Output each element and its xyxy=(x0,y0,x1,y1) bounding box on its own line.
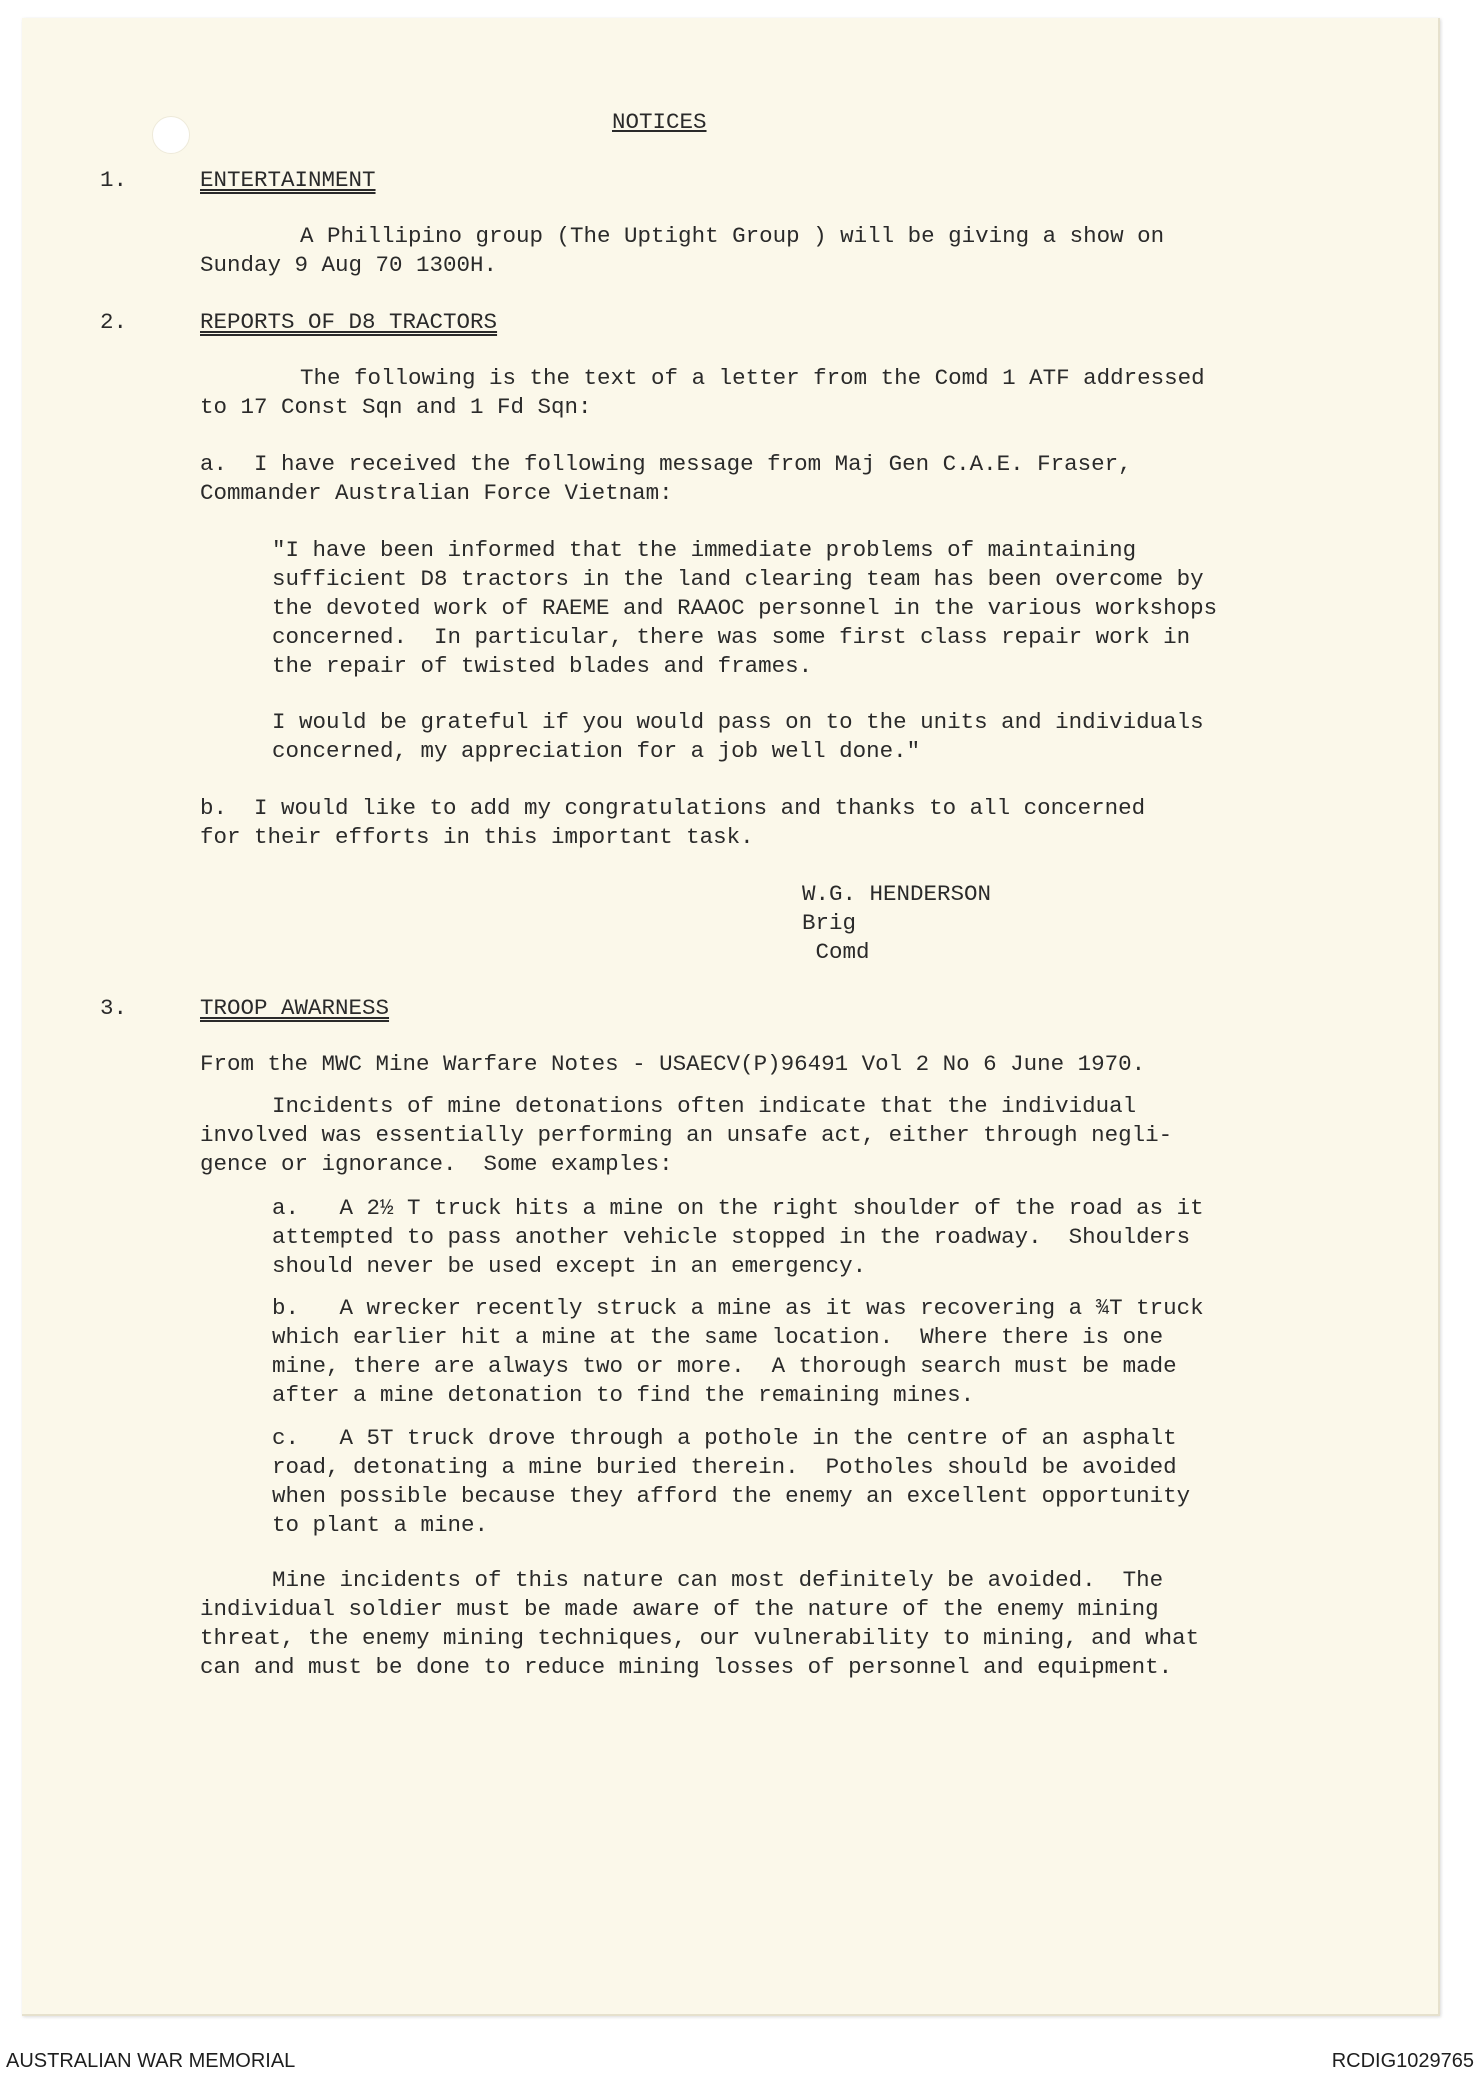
text-line: sufficient D8 tractors in the land clearing team has been overcome by xyxy=(272,566,1204,592)
example-a xyxy=(272,1194,1204,1281)
footer-record-id: RCDIG1029765 xyxy=(1331,2050,1474,2072)
text-line: a. A 2½ T truck hits a mine on the right shoulder of the road as it xyxy=(272,1195,1204,1221)
text-line: which earlier hit a mine at the same location. Where there is one xyxy=(272,1324,1164,1350)
text-line: the devoted work of RAEME and RAAOC personnel in the various workshops xyxy=(272,595,1218,621)
text-line: road, detonating a mine buried therein. Potholes should be avoided xyxy=(272,1454,1177,1480)
text-line: gence or ignorance. Some examples: xyxy=(200,1151,673,1177)
text-line: after a mine detonation to find the remaining mines. xyxy=(272,1382,975,1408)
text-line: to plant a mine. xyxy=(272,1512,489,1538)
quoted-message-paragraph-2 xyxy=(272,708,1204,766)
text-line: attempted to pass another vehicle stopped in the roadway. Shoulders xyxy=(272,1224,1191,1250)
text-line: c. A 5T truck drove through a pothole in the centre of an asphalt xyxy=(272,1425,1177,1451)
text-line: a. I have received the following message from Maj Gen C.A.E. Fraser, xyxy=(200,451,1132,477)
text-line: "I have been informed that the immediate problems of maintaining xyxy=(272,537,1137,563)
signatory-name: W.G. HENDERSON xyxy=(802,881,992,907)
text-line: can and must be done to reduce mining losses of personnel and equipment. xyxy=(200,1654,1173,1680)
signatory-rank: Brig xyxy=(802,910,857,936)
text-line: to 17 Const Sqn and 1 Fd Sqn: xyxy=(200,394,592,420)
text-line: individual soldier must be made aware of the nature of the enemy mining xyxy=(200,1596,1159,1622)
text-line: b. I would like to add my congratulations and thanks to all concerned xyxy=(200,795,1146,821)
letter-intro-paragraph xyxy=(200,364,1205,422)
text-line: Mine incidents of this nature can most definitely be avoided. The xyxy=(272,1567,1164,1593)
text-line: Incidents of mine detonations often indicate that the individual xyxy=(272,1093,1137,1119)
section-number-1: 1. xyxy=(100,167,128,193)
text-line: should never be used except in an emergency. xyxy=(272,1253,867,1279)
letter-item-a xyxy=(200,450,1132,508)
section-heading-entertainment: ENTERTAINMENT xyxy=(200,167,376,193)
text-line: when possible because they afford the enemy an excellent opportunity xyxy=(272,1483,1191,1509)
footer-archive-name: AUSTRALIAN WAR MEMORIAL xyxy=(6,2050,296,2072)
text-line: concerned, my appreciation for a job well done." xyxy=(272,738,921,764)
section-heading-troop-awareness: TROOP AWARNESS xyxy=(200,995,390,1021)
text-line: the repair of twisted blades and frames. xyxy=(272,653,813,679)
text-line: for their efforts in this important task. xyxy=(200,824,754,850)
entertainment-paragraph xyxy=(200,222,1164,280)
mine-incidents-intro xyxy=(200,1092,1172,1179)
text-line: Sunday 9 Aug 70 1300H. xyxy=(200,252,498,278)
example-c xyxy=(272,1424,1190,1540)
text-line: threat, the enemy mining techniques, our vulnerability to mining, and what xyxy=(200,1625,1200,1651)
example-b xyxy=(272,1294,1204,1410)
section-heading-d8-tractors: REPORTS OF D8 TRACTORS xyxy=(200,309,498,335)
closing-paragraph xyxy=(200,1566,1199,1682)
text-line: A Phillipino group (The Uptight Group ) will be giving a show on xyxy=(300,223,1165,249)
quoted-message-paragraph-1 xyxy=(272,536,1217,681)
section-number-2: 2. xyxy=(100,309,128,335)
section-number-3: 3. xyxy=(100,995,128,1021)
text-line: The following is the text of a letter from the Comd 1 ATF addressed xyxy=(300,365,1205,391)
page-title: NOTICES xyxy=(612,109,707,135)
signatory-appointment: Comd xyxy=(802,939,870,965)
text-line: concerned. In particular, there was some first class repair work in xyxy=(272,624,1191,650)
source-citation: From the MWC Mine Warfare Notes - USAECV(P)96491 Vol 2 No 6 June 1970. xyxy=(200,1051,1146,1077)
text-line: mine, there are always two or more. A thorough search must be made xyxy=(272,1353,1177,1379)
text-line: Commander Australian Force Vietnam: xyxy=(200,480,673,506)
text-line: I would be grateful if you would pass on to the units and individuals xyxy=(272,709,1204,735)
text-line: involved was essentially performing an unsafe act, either through negli- xyxy=(200,1122,1173,1148)
text-line: b. A wrecker recently struck a mine as it was recovering a ¾T truck xyxy=(272,1295,1204,1321)
signature-block xyxy=(802,880,991,967)
letter-item-b xyxy=(200,794,1145,852)
